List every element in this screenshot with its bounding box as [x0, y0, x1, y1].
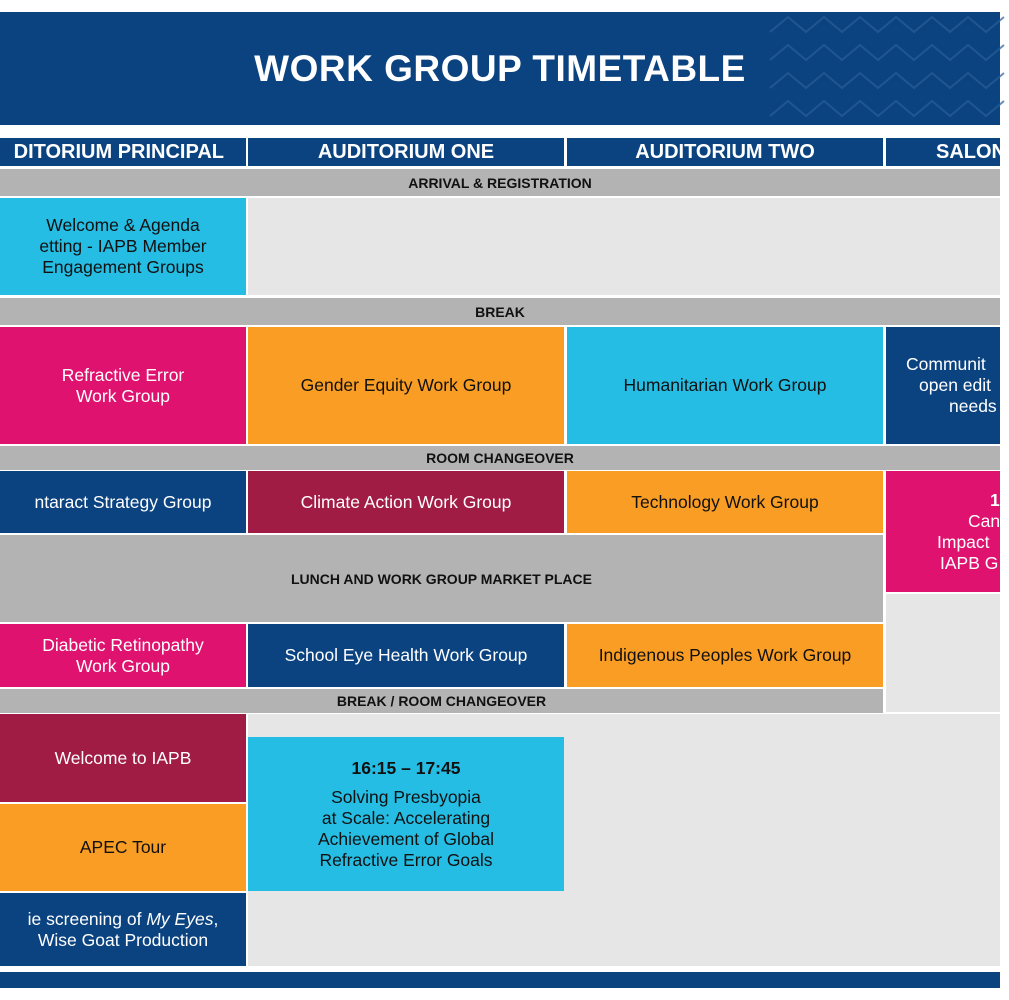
session-line: Wise Goat Production	[37, 929, 209, 950]
session-line: Gender Equity Work Group	[300, 375, 512, 395]
column-header-auditorium-one: AUDITORIUM ONE	[248, 138, 564, 166]
session-line: IAPB G	[940, 552, 999, 573]
welcome-iapb-session[interactable]	[0, 714, 246, 802]
session-line: Diabetic Retinopathy	[42, 634, 204, 655]
technology-session[interactable]	[567, 471, 883, 533]
diabetic-retinopathy-session[interactable]	[0, 624, 246, 687]
session-line: Impact	[937, 531, 990, 552]
session-line: Achievement of Global	[317, 828, 495, 849]
break-divider: BREAK	[0, 298, 1000, 325]
lunch-divider: LUNCH AND WORK GROUP MARKET PLACE	[0, 535, 883, 622]
movie-prefix: ie screening of	[27, 908, 147, 929]
title-banner	[0, 12, 1000, 125]
session-line: ntaract Strategy Group	[34, 491, 212, 512]
session-line: Welcome & Agenda	[46, 215, 200, 235]
session-line: Refractive Error	[61, 364, 185, 385]
movie-screening-session[interactable]	[0, 893, 246, 966]
session-line: Engagement Groups	[42, 257, 204, 277]
salon-session[interactable]	[886, 471, 1009, 592]
break-room-changeover-divider: BREAK / ROOM CHANGEOVER	[0, 689, 883, 713]
column-header-salon: SALON	[886, 138, 1000, 166]
apec-tour-session[interactable]	[0, 804, 246, 891]
session-line: open edit	[919, 375, 992, 395]
session-line: Work Group	[75, 385, 170, 406]
session-line: 12	[990, 489, 1009, 510]
school-eye-health-session[interactable]	[248, 624, 564, 687]
empty-slot	[248, 198, 1000, 295]
session-time: 16:15 – 17:45	[351, 757, 461, 778]
humanitarian-session[interactable]	[567, 327, 883, 444]
session-line: Indigenous Peoples Work Group	[598, 645, 852, 665]
footer-bar	[0, 972, 1000, 988]
session-line: Welcome to IAPB	[54, 747, 192, 768]
column-header-auditorium-principal: DITORIUM PRINCIPAL	[0, 138, 246, 166]
session-line: Climate Action Work Group	[300, 491, 512, 512]
movie-suffix: ,	[213, 908, 219, 929]
climate-action-session[interactable]	[248, 471, 564, 533]
cataract-session[interactable]	[0, 471, 246, 533]
column-header-auditorium-two: AUDITORIUM TWO	[567, 138, 883, 166]
refractive-error-session[interactable]	[0, 327, 246, 444]
session-line	[28, 909, 219, 930]
arrival-divider: ARRIVAL & REGISTRATION	[0, 169, 1000, 196]
session-line: School Eye Health Work Group	[284, 645, 528, 665]
welcome-agenda-session[interactable]	[0, 198, 246, 295]
movie-title: My Eyes	[146, 908, 214, 929]
gender-equity-session[interactable]	[248, 327, 564, 444]
community-session[interactable]	[886, 327, 1000, 444]
session-line: Work Group	[75, 655, 170, 676]
session-line: Technology Work Group	[631, 491, 819, 512]
indigenous-peoples-session[interactable]	[567, 624, 883, 687]
session-line: Solving Presbyopia	[331, 786, 481, 807]
empty-slot	[886, 594, 1000, 712]
session-line: Can	[968, 510, 1001, 531]
room-changeover-divider: ROOM CHANGEOVER	[0, 446, 1000, 470]
session-line: etting - IAPB Member	[39, 236, 207, 256]
session-line: Humanitarian Work Group	[623, 375, 827, 395]
session-line: APEC Tour	[79, 837, 167, 857]
page-title: WORK GROUP TIMETABLE	[254, 47, 746, 89]
session-line: at Scale: Accelerating	[321, 807, 491, 828]
presbyopia-session[interactable]	[248, 737, 564, 891]
session-line: needs	[949, 396, 997, 416]
session-line: Refractive Error Goals	[319, 849, 493, 870]
session-line: Communit	[906, 354, 986, 374]
